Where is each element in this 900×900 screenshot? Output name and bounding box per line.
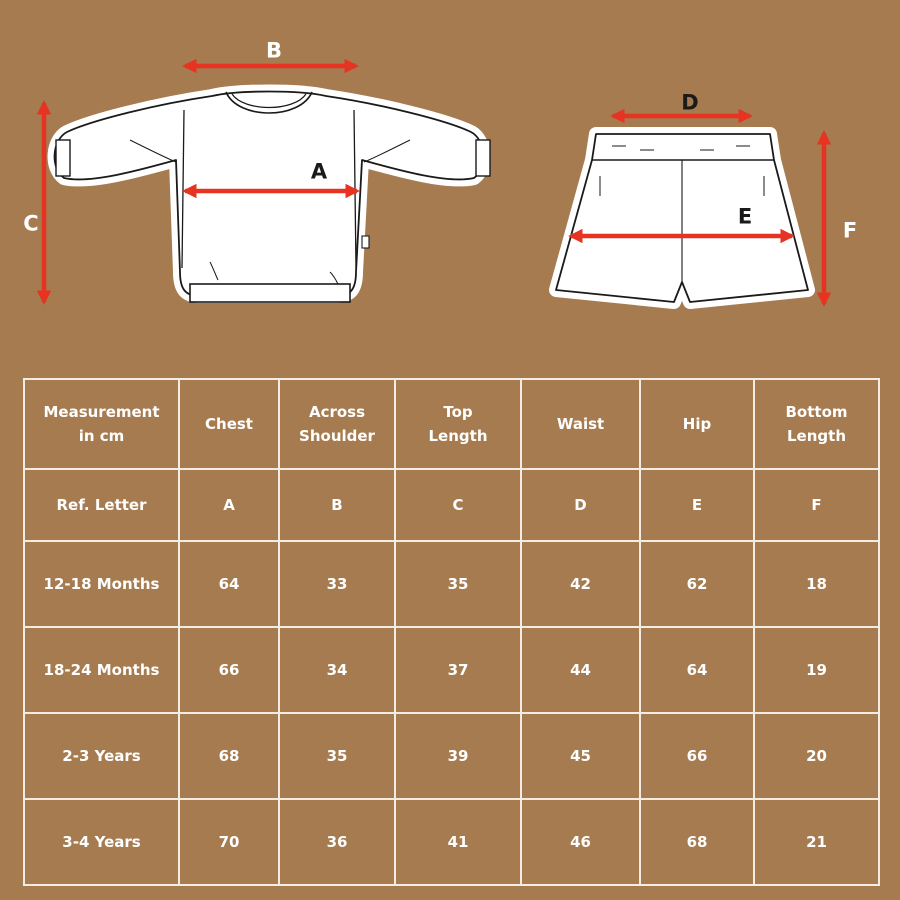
table-cell: 70	[179, 799, 279, 885]
label-c: C	[23, 211, 39, 236]
header-cell: Bottom Length	[754, 379, 879, 469]
header-cell: Measurement in cm	[24, 379, 179, 469]
table-cell: 44	[521, 627, 640, 713]
table-cell: 68	[179, 713, 279, 799]
table-cell: B	[279, 469, 395, 541]
table-cell: 62	[640, 541, 754, 627]
table-cell: 35	[279, 713, 395, 799]
table-cell: 39	[395, 713, 521, 799]
garment-illustrations	[0, 0, 900, 340]
table-cell: 64	[179, 541, 279, 627]
header-cell: Across Shoulder	[279, 379, 395, 469]
sweatshirt-illustration	[55, 92, 490, 303]
table-row	[24, 713, 879, 799]
label-b: B	[265, 38, 283, 63]
table-row	[24, 799, 879, 885]
row-label-cell: 12-18 Months	[24, 541, 179, 627]
size-chart-table	[23, 378, 880, 886]
table-cell: 33	[279, 541, 395, 627]
table-cell: 34	[279, 627, 395, 713]
header-cell: Chest	[179, 379, 279, 469]
table-cell: 21	[754, 799, 879, 885]
label-a: A	[310, 159, 328, 184]
table-cell: 19	[754, 627, 879, 713]
table-cell: 66	[179, 627, 279, 713]
table-cell: 35	[395, 541, 521, 627]
table-cell: 64	[640, 627, 754, 713]
header-cell: Hip	[640, 379, 754, 469]
table-cell: 66	[640, 713, 754, 799]
row-label-cell: 18-24 Months	[24, 627, 179, 713]
table-cell: C	[395, 469, 521, 541]
table-cell: 46	[521, 799, 640, 885]
table-cell: A	[179, 469, 279, 541]
table-cell: E	[640, 469, 754, 541]
header-cell: Top Length	[395, 379, 521, 469]
table-cell: 68	[640, 799, 754, 885]
row-label-cell: Ref. Letter	[24, 469, 179, 541]
table-cell: 20	[754, 713, 879, 799]
table-row	[24, 627, 879, 713]
table-cell: 42	[521, 541, 640, 627]
table-cell: 37	[395, 627, 521, 713]
table-cell: 36	[279, 799, 395, 885]
table-row	[24, 541, 879, 627]
shorts-illustration	[556, 134, 808, 302]
label-f: F	[842, 218, 858, 243]
table-cell: 41	[395, 799, 521, 885]
table-cell: D	[521, 469, 640, 541]
table-cell: 45	[521, 713, 640, 799]
header-cell: Waist	[521, 379, 640, 469]
row-label-cell: 3-4 Years	[24, 799, 179, 885]
label-e: E	[737, 204, 753, 229]
garment-measurement-diagram	[0, 0, 900, 340]
ref-letter-row	[24, 469, 879, 541]
label-d: D	[681, 90, 699, 115]
table-cell: F	[754, 469, 879, 541]
table-header-row	[24, 379, 879, 469]
row-label-cell: 2-3 Years	[24, 713, 179, 799]
table-cell: 18	[754, 541, 879, 627]
